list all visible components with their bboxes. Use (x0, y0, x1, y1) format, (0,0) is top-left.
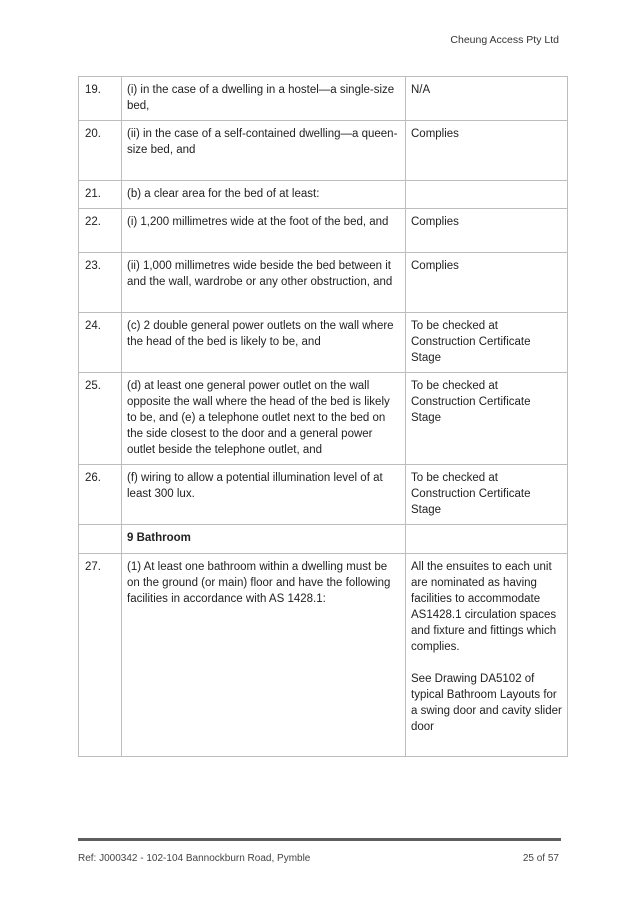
requirement-cell: (c) 2 double general power outlets on the wall where the head of the bed is likely to be, and (122, 313, 406, 373)
row-number: 20. (79, 121, 122, 181)
table-row (79, 209, 568, 253)
requirement-cell: (ii) 1,000 millimetres wide beside the bed between it and the wall, wardrobe or any other obstruction, and (122, 253, 406, 313)
requirement-cell: (b) a clear area for the bed of at least: (122, 181, 406, 209)
section-heading-row (79, 525, 568, 554)
compliance-cell: To be checked at Construction Certificate Stage (406, 373, 568, 465)
row-number: 22. (79, 209, 122, 253)
compliance-cell: To be checked at Construction Certificate Stage (406, 465, 568, 525)
requirement-cell: (ii) in the case of a self-contained dwelling—a queen-size bed, and (122, 121, 406, 181)
requirement-cell: (i) 1,200 millimetres wide at the foot of the bed, and (122, 209, 406, 253)
row-number: 26. (79, 465, 122, 525)
table-row (79, 77, 568, 121)
row-number: 19. (79, 77, 122, 121)
compliance-cell: Complies (406, 121, 568, 181)
table-row (79, 373, 568, 465)
table-row (79, 554, 568, 757)
table-row (79, 253, 568, 313)
compliance-cell: To be checked at Construction Certificate Stage (406, 313, 568, 373)
table-row (79, 181, 568, 209)
footer-reference: Ref: J000342 - 102-104 Bannockburn Road, Pymble (78, 853, 311, 864)
compliance-cell (406, 525, 568, 554)
row-number: 21. (79, 181, 122, 209)
table-row (79, 313, 568, 373)
requirement-cell: (d) at least one general power outlet on the wall opposite the wall where the head of the bed is likely to be, and (e) a telephone outlet next to the bed on the side closest to the door and a general power outlet beside the telephone outlet, and (122, 373, 406, 465)
compliance-cell (406, 181, 568, 209)
compliance-table (78, 76, 568, 757)
table-row (79, 465, 568, 525)
compliance-cell: All the ensuites to each unit are nominated as having facilities to accommodate AS1428.1 circulation spaces and fixture and fittings which complies. See Drawing DA5102 of typical Bathroom Layouts for a swing door and cavity slider door (406, 554, 568, 757)
header-company-name: Cheung Access Pty Ltd (450, 34, 559, 46)
row-number: 23. (79, 253, 122, 313)
row-number: 24. (79, 313, 122, 373)
row-number: 27. (79, 554, 122, 757)
compliance-cell: Complies (406, 253, 568, 313)
requirement-cell: (i) in the case of a dwelling in a hostel—a single-size bed, (122, 77, 406, 121)
requirement-cell: (1) At least one bathroom within a dwelling must be on the ground (or main) floor and have the following facilities in accordance with AS 1428.1: (122, 554, 406, 757)
row-number: 25. (79, 373, 122, 465)
section-heading: 9 Bathroom (122, 525, 406, 554)
requirement-cell: (f) wiring to allow a potential illumination level of at least 300 lux. (122, 465, 406, 525)
table-row (79, 121, 568, 181)
footer-divider (78, 838, 561, 841)
page-number: 25 of 57 (522, 853, 559, 864)
row-number (79, 525, 122, 554)
compliance-cell: Complies (406, 209, 568, 253)
compliance-cell: N/A (406, 77, 568, 121)
